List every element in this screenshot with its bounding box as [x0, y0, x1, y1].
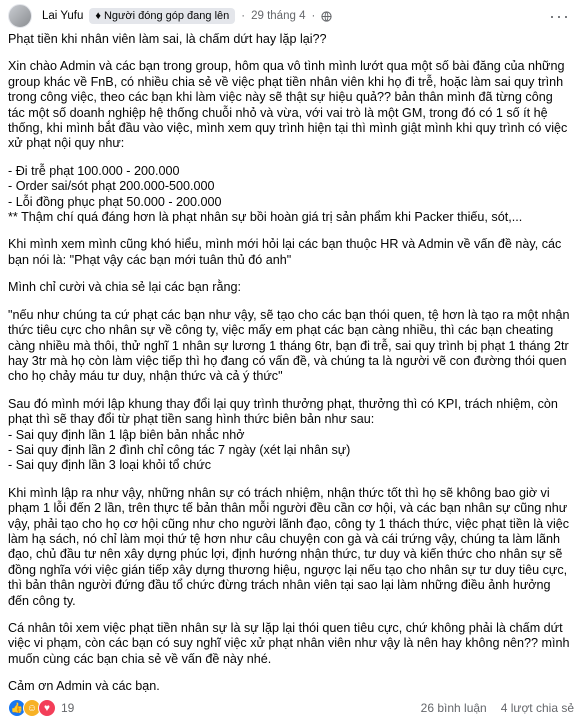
- list-item: - Đi trễ phạt 100.000 - 200.000: [8, 163, 180, 178]
- post-footer: [8, 695, 574, 721]
- trophy-icon: ♦: [95, 10, 101, 22]
- paragraph-intro: Xin chào Admin và các bạn trong group, hôm qua vô tình mình lướt qua một số bài đăng của những group khác về FnB, có nhiều chia sẻ về việc phạt tiền nhân viên khi họ đi trễ, hoặc làm sai quy trình trong công việc, theo các bạn khi làm việc này sẽ thật sự hiệu quả?? bản thân mình đã từng công tác một số doanh nghiệp hệ thống chuỗi nhỏ và vừa, với vai trò là một GM, trong đó có 1 số ít hệ thống, khi mình bắt đầu vào việc, mình xem quy trình hiện tại thì mình giật mình khi quy trình có việc xử phạt nội quy như:: [8, 59, 568, 151]
- separator-dot: ·: [241, 10, 246, 22]
- paragraph-new-process: Sau đó mình mới lập khung thay đổi lại quy trình thưởng phạt, thưởng thì có KPI, trách nhiệm, còn phạt thì sẽ thay đổi từ phạt tiền sang hình thức biên bản như sau:: [8, 396, 558, 427]
- share-count[interactable]: 4 lượt chia sẻ: [500, 701, 574, 715]
- like-icon: 👍: [8, 699, 26, 717]
- penalty-list: [8, 164, 570, 226]
- paragraph-reply-intro: Mình chỉ cười và chia sẻ lại các bạn rằng:: [8, 280, 241, 295]
- post-body: [8, 32, 574, 695]
- separator-dot-2: ·: [311, 10, 316, 22]
- more-options-icon[interactable]: ···: [549, 6, 570, 26]
- list-item: ** Thậm chí quá đáng hơn là phạt nhân sự bồi hoàn giá trị sản phẩm khi Packer thiếu, sót,...: [8, 210, 523, 225]
- paragraph-opinion: Cá nhân tôi xem việc phạt tiền nhân sự là sự lặp lại thói quen tiêu cực, chứ không phải là chấm dứt việc vi phạm, còn các bạn có suy nghĩ việc xử phạt nhân viên như vậy là nên hay không nên?? mình muốn cùng các bạn chia sẻ về vấn đề này nhé.: [8, 621, 570, 666]
- badge-label: Người đóng góp đang lên: [103, 10, 230, 22]
- post-title: Phạt tiền khi nhân viên làm sai, là chấm dứt hay lặp lại??: [8, 32, 327, 46]
- list-item: - Sai quy định lần 2 đình chỉ công tác 7 ngày (xét lại nhân sự): [8, 442, 351, 457]
- globe-icon: [321, 11, 332, 22]
- heart-icon: ♥: [38, 699, 56, 717]
- author-name[interactable]: Lai Yufu: [42, 10, 84, 22]
- paragraph-reasoning: Khi mình lập ra như vậy, những nhân sự có trách nhiệm, nhận thức tốt thì họ sẽ không bao giờ vi phạm 1 lỗi đến 2 lần, trên thực tế bản thân mỗi người đều cần cơ hội, và các bạn nhân sự cũng như vậy, phải tạo cho họ cơ hội cũng như cho người lãnh đạo, công ty 1 thách thức, việc phạt tiền là việc làm hạ sách, nó chỉ làm mọi thứ tệ hơn như câu chuyện con gà và cái trứng vậy, chúng ta làm lãnh đạo, chủ đầu tư nên xây dựng phúc lợi, định hướng nhận thức, tư duy và kiến thức cho nhân sự sẽ đồng nghĩa với việc gián tiếp xây dựng thương hiệu, ngược lại nếu tạo cho nhân sự tư duy tiêu cực, thì bản thân người đứng đầu tổ chức đừng trách nhân viên tại sao lại làm những điều ảnh hưởng đến công ty.: [8, 485, 570, 608]
- list-item: - Order sai/sót phạt 200.000-500.000: [8, 179, 215, 194]
- comment-count[interactable]: 26 bình luận: [420, 701, 487, 715]
- author-avatar[interactable]: [8, 4, 32, 28]
- discipline-list: [8, 428, 570, 474]
- post-header: [8, 0, 574, 32]
- post-date[interactable]: 29 tháng 4: [251, 10, 306, 22]
- contributor-badge[interactable]: [89, 8, 235, 24]
- list-item: - Sai quy định lần 1 lập biên bản nhắc nhở: [8, 427, 245, 442]
- haha-icon: ☺: [23, 699, 41, 717]
- paragraph-quote: "nếu như chúng ta cứ phạt các bạn như vậy, sẽ tạo cho các bạn thói quen, tệ hơn là tạo ra một nhận thức tiêu cực cho nhân sự về công ty, việc mấy em phạt các bạn càng nhiều, thì các bạn cheating càng nhiều mà thôi, thử nghĩ 1 nhân sự lương 1 tháng 6tr, bạn đi trễ, sai quy trình bị phạt 1 tháng 2tr hay 3tr mà họ còn làm việc tiếp thì họ đang có vấn đề, và chúng ta là người vẽ con đường thói quen cho họ chảy máu tư duy, nhận thức và cả ý thức": [8, 307, 570, 384]
- reactions-summary[interactable]: [8, 699, 74, 717]
- paragraph-hr-response: Khi mình xem mình cũng khó hiểu, mình mới hỏi lại các bạn thuộc HR và Admin về vấn đề này, các bạn nói là: "Phạt vậy các bạn mới tuân thủ đó anh": [8, 237, 562, 267]
- paragraph-thanks: Cảm ơn Admin và các bạn.: [8, 679, 160, 694]
- reaction-count: 19: [61, 701, 75, 715]
- list-item: - Lỗi đồng phục phạt 50.000 - 200.000: [8, 194, 222, 209]
- list-item: - Sai quy định lần 3 loại khỏi tổ chức: [8, 458, 212, 473]
